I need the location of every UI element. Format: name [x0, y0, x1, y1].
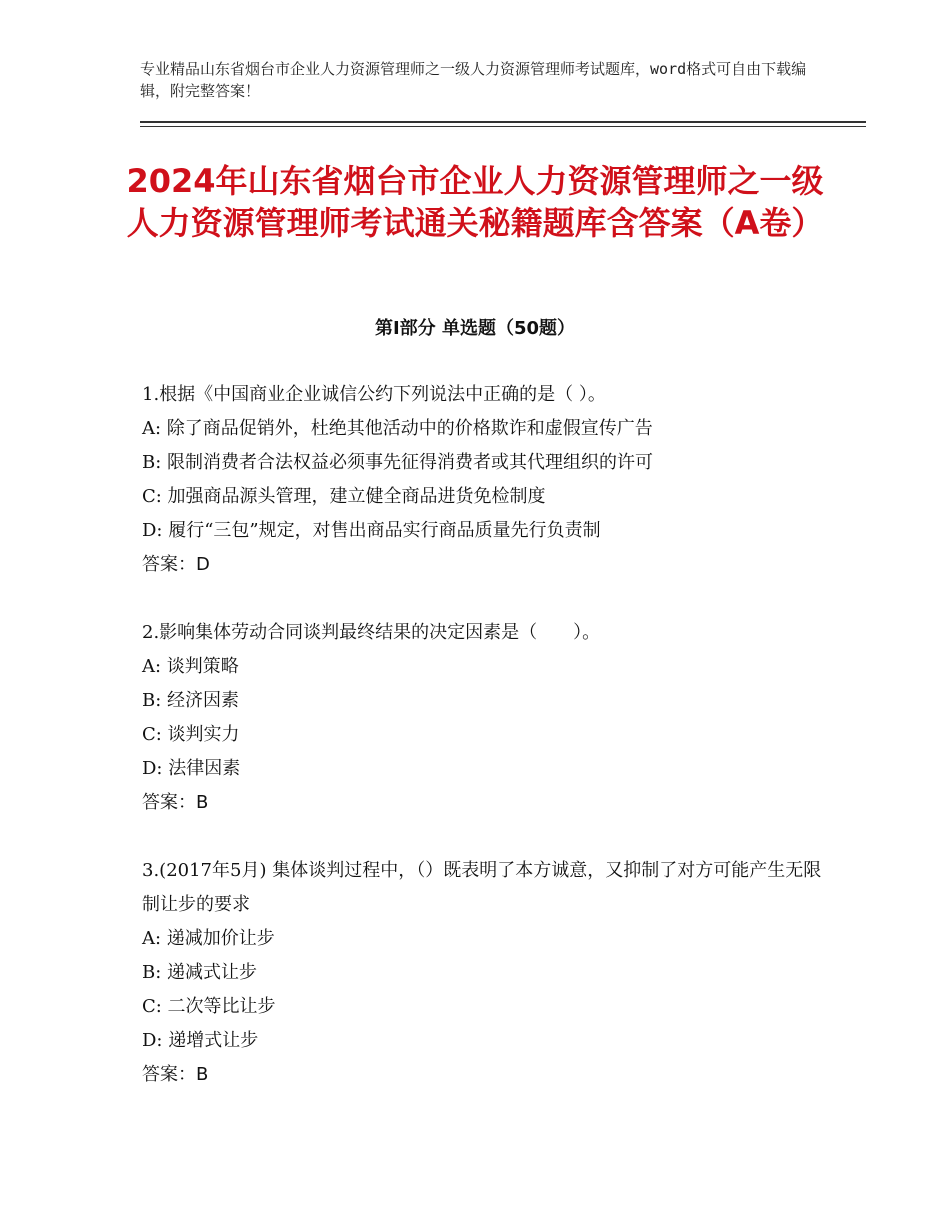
- option-b: B: 经济因素: [142, 690, 240, 711]
- option-a: A: 谈判策略: [142, 656, 239, 677]
- option-c: C: 谈判实力: [142, 724, 240, 745]
- answer-label: 答案：B: [142, 792, 209, 813]
- option-d: D: 法律因素: [142, 758, 241, 779]
- question-1: [142, 378, 832, 582]
- answer-label: 答案：B: [142, 1064, 209, 1085]
- question-list: [142, 378, 832, 1126]
- option-c: C: 二次等比让步: [142, 996, 276, 1017]
- header-rule-thin: [140, 126, 866, 127]
- question-3: [142, 854, 832, 1092]
- option-c: C: 加强商品源头管理，建立健全商品进货免检制度: [142, 486, 546, 507]
- header-note: 专业精品山东省烟台市企业人力资源管理师之一级人力资源管理师考试题库，word格式可自由下载编辑，附完整答案！: [140, 60, 807, 100]
- option-b: B: 递减式让步: [142, 962, 258, 983]
- question-2: [142, 616, 832, 820]
- document-title: 2024年山东省烟台市企业人力资源管理师之一级人力资源管理师考试通关秘籍题库含答案（A卷）: [126, 162, 824, 242]
- option-b: B: 限制消费者合法权益必须事先征得消费者或其代理组织的许可: [142, 452, 654, 473]
- section-title: 第Ⅰ部分 单选题（50题）: [374, 318, 575, 339]
- option-a: A: 除了商品促销外，杜绝其他活动中的价格欺诈和虚假宣传广告: [142, 418, 653, 439]
- question-stem: 2.影响集体劳动合同谈判最终结果的决定因素是（ ）。: [142, 622, 601, 643]
- question-stem: 1.根据《中国商业企业诚信公约下列说法中正确的是（ ）。: [142, 384, 606, 405]
- header-rule-thick: [140, 121, 866, 123]
- option-d: D: 递增式让步: [142, 1030, 259, 1051]
- answer-label: 答案：D: [142, 554, 210, 575]
- question-stem: 3.(2017年5月) 集体谈判过程中，（）既表明了本方诚意，又抑制了对方可能产生无限制让步的要求: [142, 860, 822, 915]
- option-a: A: 递减加价让步: [142, 928, 275, 949]
- option-d: D: 履行“三包”规定，对售出商品实行商品质量先行负责制: [142, 520, 601, 541]
